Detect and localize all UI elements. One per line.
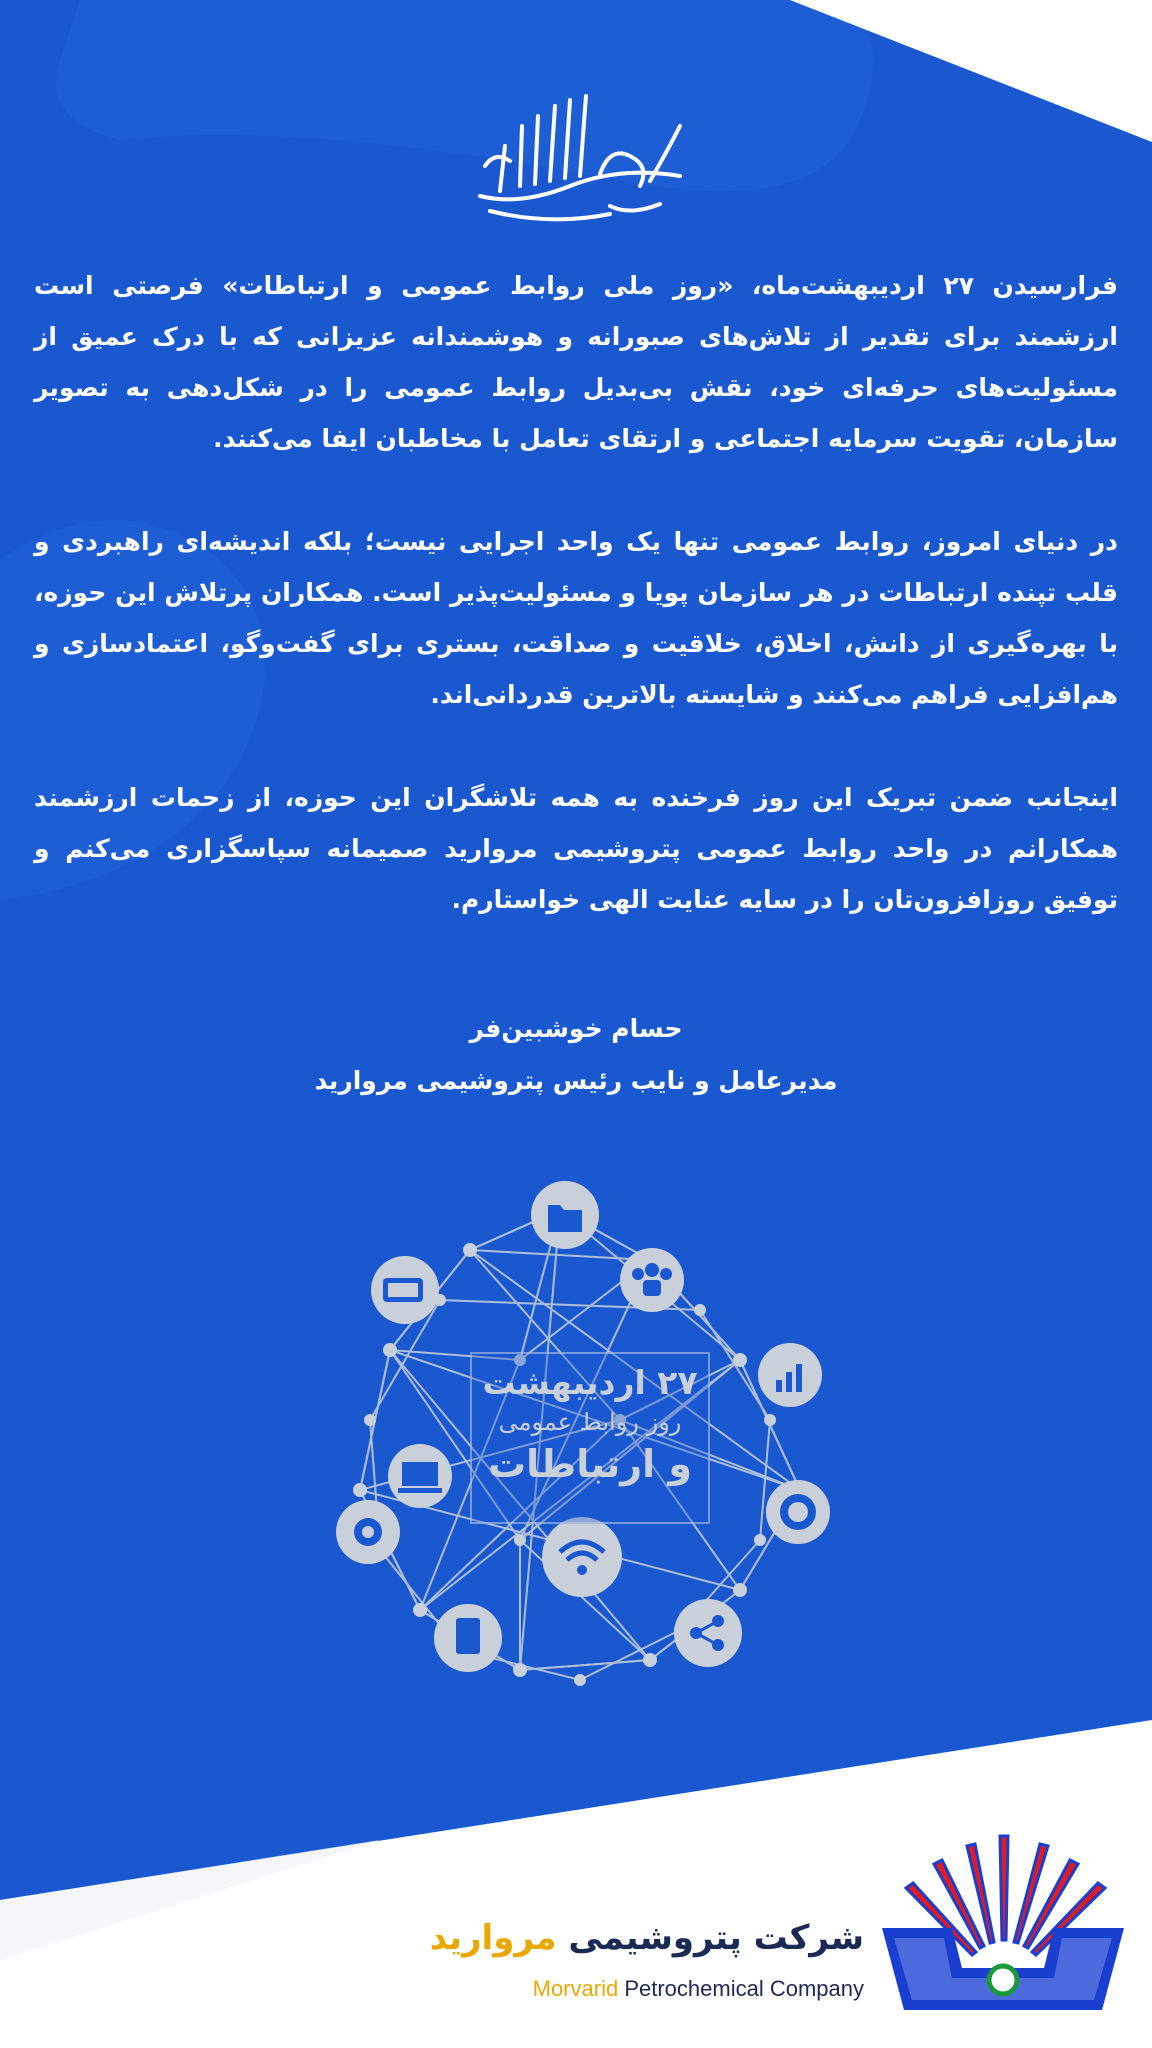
signature-name: حسام خوشبین‌فر <box>469 1014 683 1043</box>
company-fa-accent: مروارید <box>429 1918 557 1958</box>
share-icon <box>674 1599 742 1667</box>
paragraph-1: فرارسیدن ۲۷ اردیبهشت‌ماه، «روز ملی روابط عمومی و ارتباطات» فرصتی است ارزشمند برای تقدیر از تلاش‌های صبورانه و هوشمندانه عزیزانی که با درک عمیق از مسئولیت‌های حرفه‌ای خود، نقش بی‌بدیل روابط عمومی را در شکل‌دهی به تصویر سازمان، تقویت سرمایه اجتماعی و ارتقای تعامل با مخاطبان ایفا می‌کنند. <box>34 271 1119 453</box>
folder-icon <box>531 1181 599 1249</box>
morvarid-logo <box>872 1828 1134 2018</box>
gear-icon <box>336 1500 400 1564</box>
company-name-fa <box>430 1918 864 1958</box>
ring-icon <box>766 1480 830 1544</box>
tablet-icon <box>434 1604 502 1672</box>
company-fa-prefix: شرکت پتروشیمی <box>568 1918 864 1958</box>
chart-icon <box>758 1343 822 1407</box>
battery-icon <box>371 1256 439 1324</box>
pr-day-badge <box>470 1352 710 1524</box>
paragraph-3: اینجانب ضمن تبریک این روز فرخنده به همه تلاشگران این حوزه، از زحمات ارزشمند همکارانم در واحد روابط عمومی پتروشیمی مروارید صمیمانه سپاسگزاری می‌کنم و توفیق روزافزون‌تان را در سایه عنایت الهی خواستارم. <box>34 783 1118 914</box>
bismillah-calligraphy <box>460 86 700 236</box>
letter-body <box>34 260 1118 977</box>
signature-title: مدیرعامل و نایب رئیس پتروشیمی مروارید <box>314 1066 838 1095</box>
company-en-accent: Morvarid <box>532 1976 619 2001</box>
company-en-rest: Petrochemical Company <box>624 1976 864 2001</box>
users-icon <box>620 1248 684 1312</box>
badge-date: ۲۷ اردیبهشت <box>482 1363 698 1402</box>
badge-subtitle: روز روابط عمومی <box>498 1408 682 1436</box>
paragraph-2: در دنیای امروز، روابط عمومی تنها یک واحد اجرایی نیست؛ بلکه اندیشه‌ای راهبردی و قلب تپنده ارتباطات در هر سازمان پویا و مسئولیت‌پذیر است. همکاران پرتلاش این حوزه، با بهره‌گیری از دانش، اخلاق، خلاقیت و صداقت، بستری برای گفت‌وگو، اعتمادسازی و هم‌افزایی فراهم می‌کنند و شایسته بالاترین قدردانی‌اند. <box>34 527 1118 709</box>
wifi-icon <box>542 1517 622 1597</box>
badge-title: و ارتباطات <box>487 1442 693 1486</box>
company-name-en <box>533 1976 864 2002</box>
laptop-icon <box>388 1444 452 1508</box>
